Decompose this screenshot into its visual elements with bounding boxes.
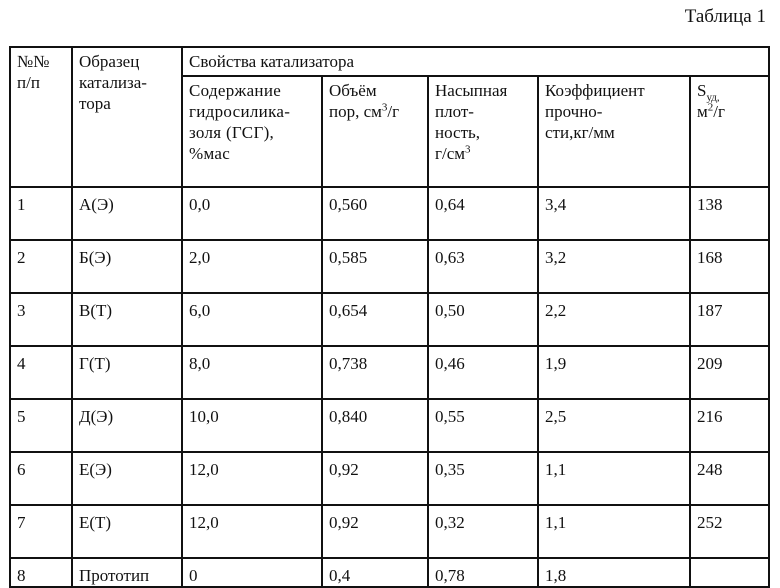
cell-num: 6 bbox=[10, 452, 72, 505]
header-strength: Коэффициент прочно- сти,кг/мм bbox=[538, 76, 690, 187]
table-row bbox=[10, 399, 769, 452]
cell-density: 0,55 bbox=[428, 399, 538, 452]
cell-surface: 187 bbox=[690, 293, 769, 346]
cell-gsg: 0,0 bbox=[182, 187, 322, 240]
cell-num: 3 bbox=[10, 293, 72, 346]
cell-num: 5 bbox=[10, 399, 72, 452]
cell-gsg: 8,0 bbox=[182, 346, 322, 399]
table-row bbox=[10, 558, 769, 587]
cell-strength: 3,2 bbox=[538, 240, 690, 293]
cell-strength: 2,2 bbox=[538, 293, 690, 346]
cell-surface bbox=[690, 558, 769, 587]
cell-density: 0,32 bbox=[428, 505, 538, 558]
cell-sample: Прототип bbox=[72, 558, 182, 587]
cell-surface: 248 bbox=[690, 452, 769, 505]
table-row bbox=[10, 452, 769, 505]
cell-surface: 216 bbox=[690, 399, 769, 452]
cell-gsg: 6,0 bbox=[182, 293, 322, 346]
cell-pore: 0,840 bbox=[322, 399, 428, 452]
cell-sample: Д(Э) bbox=[72, 399, 182, 452]
cell-pore: 0,738 bbox=[322, 346, 428, 399]
cell-gsg: 12,0 bbox=[182, 505, 322, 558]
table-row bbox=[10, 346, 769, 399]
cell-pore: 0,92 bbox=[322, 505, 428, 558]
table-row bbox=[10, 505, 769, 558]
cell-pore: 0,4 bbox=[322, 558, 428, 587]
cell-surface: 209 bbox=[690, 346, 769, 399]
header-row-main bbox=[10, 47, 769, 76]
table-row bbox=[10, 240, 769, 293]
cell-density: 0,64 bbox=[428, 187, 538, 240]
cell-surface: 252 bbox=[690, 505, 769, 558]
header-num: №№ п/п bbox=[10, 47, 72, 187]
cell-gsg: 12,0 bbox=[182, 452, 322, 505]
cell-density: 0,35 bbox=[428, 452, 538, 505]
table-row bbox=[10, 293, 769, 346]
cell-sample: В(Т) bbox=[72, 293, 182, 346]
cell-strength: 1,1 bbox=[538, 452, 690, 505]
header-bulk-density: Насыпная плот- ность, $г/см^3$ bbox=[428, 76, 538, 187]
cell-strength: 1,9 bbox=[538, 346, 690, 399]
cell-pore: 0,92 bbox=[322, 452, 428, 505]
cell-num: 7 bbox=[10, 505, 72, 558]
cell-strength: 3,4 bbox=[538, 187, 690, 240]
cell-strength: 2,5 bbox=[538, 399, 690, 452]
cell-sample: Е(Т) bbox=[72, 505, 182, 558]
header-specific-surface: $S_{уд,}$ $м^2/г$ bbox=[690, 76, 769, 187]
cell-density: 0,78 bbox=[428, 558, 538, 587]
header-pore-volume: Объём пор, $см^3/г$ bbox=[322, 76, 428, 187]
catalyst-properties-table bbox=[9, 46, 770, 588]
cell-pore: 0,654 bbox=[322, 293, 428, 346]
cell-num: 4 bbox=[10, 346, 72, 399]
cell-gsg: 0 bbox=[182, 558, 322, 587]
cell-sample: Г(Т) bbox=[72, 346, 182, 399]
table-row bbox=[10, 187, 769, 240]
header-catalyst-properties: Свойства катализатора bbox=[182, 47, 769, 76]
cell-pore: 0,560 bbox=[322, 187, 428, 240]
cell-surface: 168 bbox=[690, 240, 769, 293]
cell-sample: Б(Э) bbox=[72, 240, 182, 293]
cell-sample: Е(Э) bbox=[72, 452, 182, 505]
cell-gsg: 2,0 bbox=[182, 240, 322, 293]
cell-density: 0,46 bbox=[428, 346, 538, 399]
cell-pore: 0,585 bbox=[322, 240, 428, 293]
cell-gsg: 10,0 bbox=[182, 399, 322, 452]
cell-surface: 138 bbox=[690, 187, 769, 240]
header-gsg-content: Содержание гидросилика- золя (ГСГ), %мас bbox=[182, 76, 322, 187]
table-caption: Таблица 1 bbox=[684, 6, 766, 27]
cell-num: 2 bbox=[10, 240, 72, 293]
cell-sample: А(Э) bbox=[72, 187, 182, 240]
cell-strength: 1,8 bbox=[538, 558, 690, 587]
cell-num: 1 bbox=[10, 187, 72, 240]
cell-strength: 1,1 bbox=[538, 505, 690, 558]
cell-density: 0,63 bbox=[428, 240, 538, 293]
cell-num: 8 bbox=[10, 558, 72, 587]
header-sample: Образец катализа- тора bbox=[72, 47, 182, 187]
cell-density: 0,50 bbox=[428, 293, 538, 346]
